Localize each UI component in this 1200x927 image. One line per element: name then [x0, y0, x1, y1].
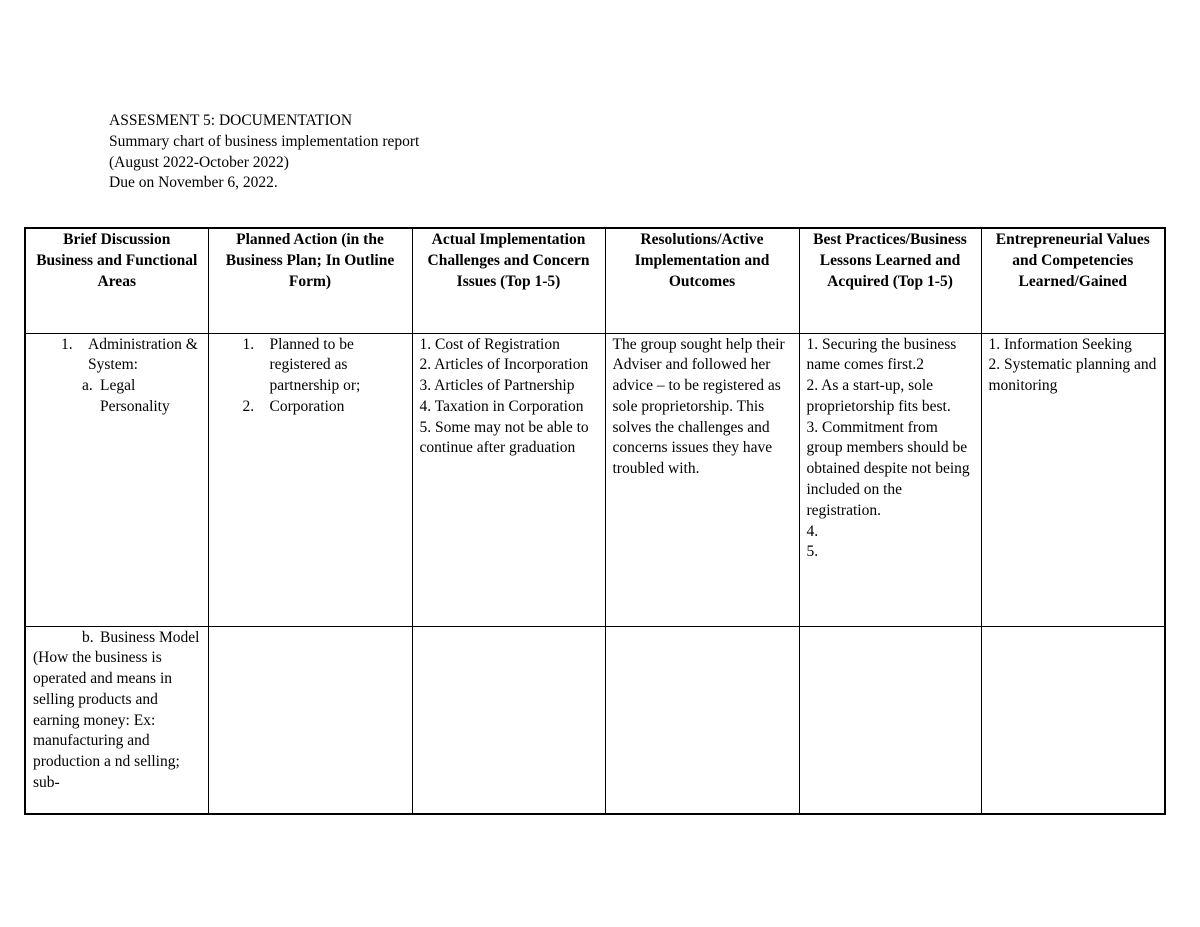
table-row — [25, 333, 1165, 626]
assessment-title: ASSESMENT 5: DOCUMENTATION — [109, 112, 353, 129]
practices-cell — [799, 333, 981, 626]
empty-cell — [412, 626, 605, 814]
list-item: 3. Articles of Partnership — [419, 377, 575, 395]
chart-subtitle: Summary chart of business implementation report — [109, 132, 420, 150]
table-header-row — [25, 228, 1165, 333]
resolution-cell — [605, 333, 799, 626]
list-item: a. Legal Personality — [82, 377, 170, 415]
list-item: 2. As a start-up, sole proprietorship fits best. — [806, 377, 951, 415]
column-header: Brief Discussion Business and Functional Areas — [25, 228, 208, 333]
resolution-text: The group sought help their Adviser and followed her advice – to be registered as sole proprietorship. This solves the challenges and concerns issues they have troubled with. — [612, 335, 785, 478]
column-header: Entrepreneurial Values and Competencies Learned/Gained — [981, 228, 1165, 333]
list-item: 5. — [806, 543, 819, 561]
column-header: Actual Implementation Challenges and Concern Issues (Top 1-5) — [412, 228, 605, 333]
empty-cell — [981, 626, 1165, 814]
empty-cell — [208, 626, 412, 814]
list-item: 1. Administration & System: — [61, 335, 198, 374]
list-item: 5. Some may not be able to continue after graduation — [419, 418, 589, 457]
empty-cell — [799, 626, 981, 814]
list-item: 4. — [806, 522, 819, 540]
list-item: 4. Taxation in Corporation — [419, 397, 584, 415]
date-range: (August 2022-October 2022) — [109, 153, 289, 171]
table-row — [25, 626, 1165, 814]
business-model-description: (How the business is operated and means in selling products and earning money: Ex: manufacturing and production a nd selling; sub- — [33, 649, 180, 792]
area-cell — [25, 333, 208, 626]
column-header: Resolutions/Active Implementation and Outcomes — [605, 228, 799, 333]
challenges-cell — [412, 333, 605, 626]
area-cell — [25, 626, 208, 814]
list-item: 2. Corporation — [242, 397, 345, 415]
list-item: 1. Securing the business name comes first.2 — [806, 335, 957, 374]
summary-chart-table — [24, 227, 1166, 815]
due-date: Due on November 6, 2022. — [109, 174, 278, 192]
planned-cell — [208, 333, 412, 626]
empty-cell — [605, 626, 799, 814]
values-cell — [981, 333, 1165, 626]
list-item: 1. Planned to be registered as partnership or; — [242, 335, 361, 395]
column-header: Best Practices/Business Lessons Learned and Acquired (Top 1-5) — [799, 228, 981, 333]
list-item: 2. Systematic planning and monitoring — [988, 356, 1157, 395]
document-header — [109, 111, 419, 194]
list-item: 1. Information Seeking — [988, 335, 1132, 353]
list-item: 1. Cost of Registration — [419, 335, 560, 353]
list-item: 3. Commitment from group members should be obtained despite not being included on the registration. — [806, 418, 970, 519]
list-item: 2. Articles of Incorporation — [419, 356, 589, 374]
column-header: Planned Action (in the Business Plan; In Outline Form) — [208, 228, 412, 333]
list-item: b. Business Model — [82, 628, 200, 646]
